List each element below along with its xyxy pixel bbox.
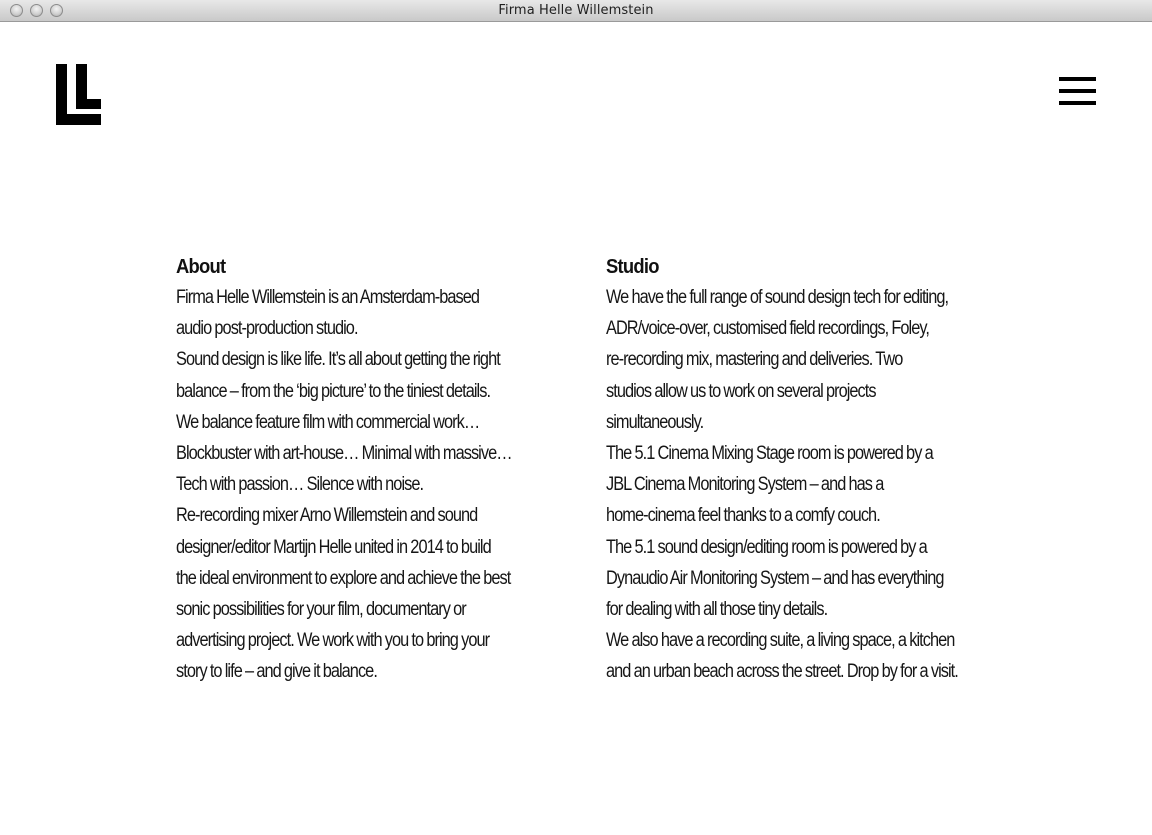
studio-line: The 5.1 Cinema Mixing Stage room is powered by a <box>606 443 933 465</box>
menu-bar-top <box>1059 77 1096 81</box>
about-line: Sound design is like life. It’s all about getting the right <box>176 349 500 371</box>
ll-logo-icon[interactable] <box>56 64 101 125</box>
studio-heading: Studio <box>606 256 659 278</box>
about-line: the ideal environment to explore and achieve the best <box>176 567 511 589</box>
menu-bar-bottom <box>1059 101 1096 105</box>
studio-line: simultaneously. <box>606 411 704 433</box>
about-line: story to life – and give it balance. <box>176 661 377 683</box>
about-line: advertising project. We work with you to bring your <box>176 630 490 652</box>
about-line: Re-recording mixer Arno Willemstein and sound <box>176 505 478 527</box>
window-title: Firma Helle Willemstein <box>498 3 654 18</box>
about-section <box>176 252 556 688</box>
about-line: designer/editor Martijn Helle united in 2014 to build <box>176 536 491 558</box>
studio-line: We have the full range of sound design tech for editing, <box>606 287 949 308</box>
about-line: We balance feature film with commercial work… <box>176 411 480 433</box>
studio-line: re-recording mix, mastering and deliveries. Two <box>606 349 903 371</box>
about-line: balance – from the ‘big picture’ to the tiniest details. <box>176 380 491 402</box>
studio-line: ADR/voice-over, customised field recordings, Foley, <box>606 318 929 340</box>
studio-line: home-cinema feel thanks to a comfy couch. <box>606 505 880 527</box>
studio-section <box>606 252 996 688</box>
about-line: Blockbuster with art-house… Minimal with massive… <box>176 443 512 465</box>
studio-line: studios allow us to work on several projects <box>606 380 876 402</box>
hamburger-menu-icon[interactable] <box>1059 77 1096 105</box>
studio-line: and an urban beach across the street. Drop by for a visit. <box>606 661 958 683</box>
studio-line: JBL Cinema Monitoring System – and has a <box>606 474 884 496</box>
studio-line: for dealing with all those tiny details. <box>606 599 828 621</box>
menu-bar-middle <box>1059 89 1096 93</box>
about-line: Firma Helle Willemstein is an Amsterdam-based <box>176 287 480 308</box>
about-heading: About <box>176 256 226 278</box>
about-line: sonic possibilities for your film, documentary or <box>176 599 466 621</box>
about-line: Tech with passion… Silence with noise. <box>176 474 424 496</box>
studio-line: The 5.1 sound design/editing room is powered by a <box>606 536 927 558</box>
studio-line: We also have a recording suite, a living space, a kitchen <box>606 630 955 652</box>
about-line: audio post-production studio. <box>176 318 358 340</box>
studio-line: Dynaudio Air Monitoring System – and has everything <box>606 567 944 589</box>
window-titlebar <box>0 0 1152 22</box>
